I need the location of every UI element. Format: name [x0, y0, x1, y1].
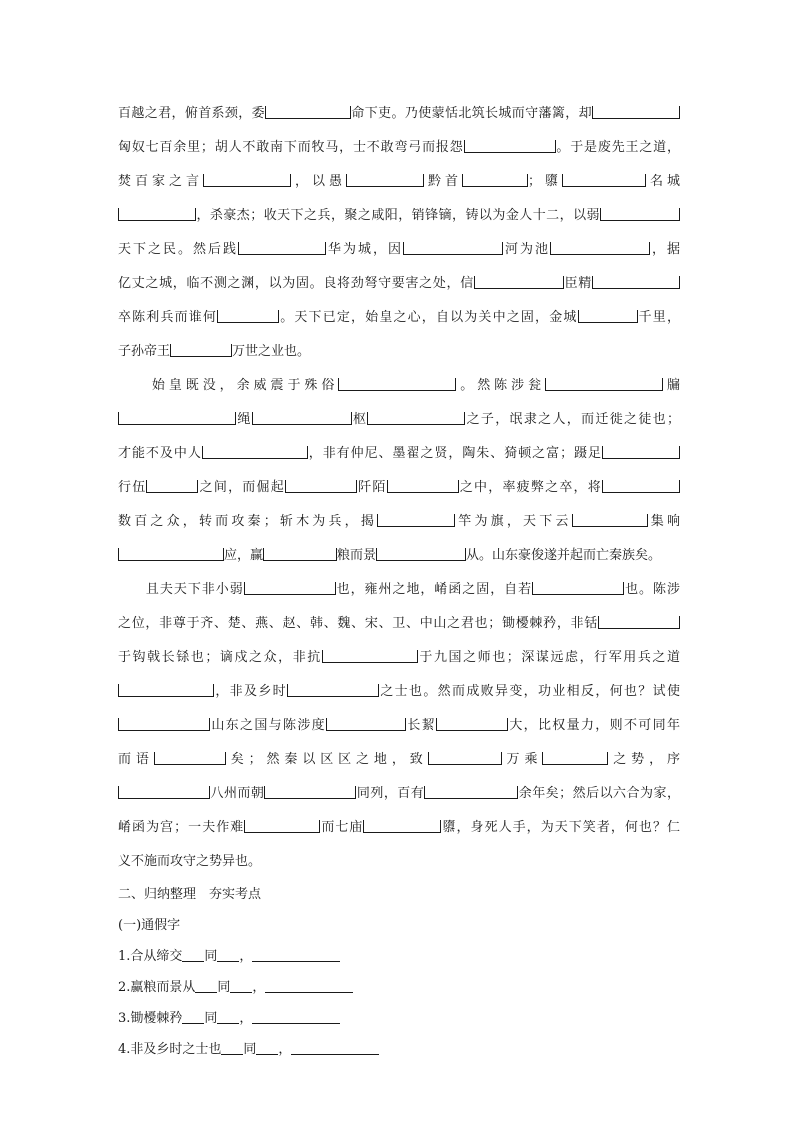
text-segment: 粮而景 — [337, 548, 377, 563]
fill-in-blank[interactable] — [428, 752, 502, 765]
fill-in-blank[interactable] — [118, 548, 224, 561]
text-segment: 百越之君，俯首系颈，委 — [118, 106, 266, 121]
text-line — [118, 641, 680, 675]
text-segment: 同列，百有 — [356, 786, 425, 801]
fill-in-blank[interactable] — [598, 616, 680, 629]
text-segment: 于九国之师也；深谋远虑，行军用兵之道 — [417, 650, 680, 665]
document-page — [118, 97, 680, 1065]
same-as-label: 同 — [243, 1042, 257, 1057]
text-segment: 华为城，因 — [325, 242, 403, 257]
text-line — [118, 335, 680, 369]
text-segment: 之势，序 — [608, 752, 680, 767]
text-segment: ，非及乡时 — [214, 684, 287, 699]
text-segment: 而七庙 — [320, 820, 364, 835]
text-segment: 子孙帝王 — [118, 344, 171, 359]
text-segment: 应，赢 — [224, 548, 264, 563]
text-segment: 亿丈之城，临不测之渊，以为固。良将劲弩守要害之处，信 — [118, 276, 474, 291]
text-segment: 且夫天下非小弱 — [118, 582, 244, 597]
exercise-prompt: 2.赢粮而景从 — [118, 980, 196, 995]
fill-in-blank[interactable] — [367, 412, 465, 425]
text-segment: 义不施而攻守之势异也。 — [118, 854, 262, 869]
fill-in-blank[interactable] — [602, 480, 680, 493]
text-segment: 名城 — [645, 174, 680, 189]
fill-in-blank[interactable] — [217, 310, 279, 323]
text-segment: 山东之国与陈涉度 — [210, 718, 326, 733]
text-segment: 之士也。然而成败异变，功业相反，何也？试使 — [379, 684, 680, 699]
fill-in-blank[interactable] — [572, 514, 648, 527]
text-segment: 河为池 — [502, 242, 550, 257]
text-segment: 也，雍州之地，崤函之固，自若 — [335, 582, 533, 597]
text-segment: 匈奴七百余里；胡人不敢南下而牧马，士不敢弯弓而报怨 — [118, 140, 464, 155]
same-as-label: 同 — [204, 949, 218, 964]
text-segment: 。天下已定，始皇之心，自以为关中之固，金城 — [279, 310, 578, 325]
text-line — [118, 97, 680, 131]
text-line — [118, 607, 680, 641]
fill-in-blank[interactable] — [376, 548, 466, 561]
text-segment: 之中，率疲弊之卒，将 — [458, 480, 602, 495]
answer-blank[interactable] — [182, 948, 204, 962]
text-segment: 长絜 — [405, 718, 436, 733]
text-segment: 千里， — [637, 310, 680, 325]
text-segment: 于钩戟长铩也；谪戍之众，非抗 — [118, 650, 322, 665]
text-line — [118, 301, 680, 335]
exercise-prompt: 4.非及乡时之士也 — [118, 1042, 222, 1057]
fill-in-blank[interactable] — [118, 718, 210, 731]
exercise-list — [118, 941, 680, 1065]
answer-blank[interactable] — [291, 1041, 379, 1055]
fill-in-blank[interactable] — [363, 820, 441, 833]
text-segment: 而语 — [118, 752, 154, 767]
review-section — [118, 879, 680, 1065]
text-segment: 从。山东豪俊遂并起而亡秦族矣。 — [466, 548, 662, 563]
text-line — [118, 403, 680, 437]
fill-in-blank[interactable] — [346, 174, 424, 187]
exercise-item — [118, 1003, 680, 1034]
comma: ， — [239, 1011, 253, 1026]
fill-in-blank[interactable] — [265, 106, 351, 119]
text-segment: 之位，非尊于齐、楚、燕、赵、韩、魏、宋、卫、中山之君也；锄櫌棘矜，非铦 — [118, 616, 598, 631]
text-segment: 余年矣；然后以六合为家， — [518, 786, 680, 801]
fill-in-blank[interactable] — [154, 752, 226, 765]
answer-blank[interactable] — [217, 1010, 239, 1024]
fill-in-blank[interactable] — [600, 208, 680, 221]
text-line — [118, 845, 680, 879]
text-segment: 始皇既没，余威震于殊俗 — [118, 378, 339, 393]
fill-in-blank[interactable] — [170, 344, 232, 357]
fill-in-blank[interactable] — [532, 582, 624, 595]
fill-in-blank[interactable] — [592, 106, 680, 119]
paragraph — [118, 97, 680, 369]
fill-in-blank[interactable] — [542, 752, 608, 765]
same-as-label: 同 — [217, 980, 231, 995]
exercise-prompt: 1.合从缔交 — [118, 949, 183, 964]
text-line — [118, 369, 680, 403]
fill-in-blank[interactable] — [474, 276, 564, 289]
text-segment: 之间，而倔起 — [198, 480, 285, 495]
text-line — [118, 539, 680, 573]
text-segment: 之子，氓隶之人，而迁徙之徒也； — [465, 412, 680, 427]
answer-blank[interactable] — [230, 979, 252, 993]
text-segment: 行伍 — [118, 480, 147, 495]
text-line — [118, 165, 680, 199]
text-segment: ，据 — [649, 242, 680, 257]
fill-in-blank[interactable] — [462, 174, 528, 187]
text-segment: 。然陈涉瓮 — [456, 378, 546, 393]
fill-in-blank[interactable] — [244, 582, 336, 595]
text-segment: 大，比权量力，则不可同年 — [507, 718, 680, 733]
text-segment: 集响 — [647, 514, 680, 529]
text-line — [118, 471, 680, 505]
text-segment: 枢 — [351, 412, 368, 427]
fill-in-blank[interactable] — [244, 820, 320, 833]
fill-in-blank[interactable] — [592, 276, 680, 289]
text-line — [118, 777, 680, 811]
text-line — [118, 199, 680, 233]
fill-in-blank[interactable] — [238, 242, 326, 255]
text-line — [118, 675, 680, 709]
fill-in-blank[interactable] — [377, 514, 455, 527]
text-segment: ，非有仲尼、墨翟之贤，陶朱、猗顿之富；蹑足 — [307, 446, 602, 461]
answer-blank[interactable] — [217, 948, 239, 962]
fill-in-blank[interactable] — [550, 242, 650, 255]
comma: ， — [252, 980, 266, 995]
fill-in-blank[interactable] — [387, 480, 459, 493]
text-line — [118, 267, 680, 301]
exercise-item — [118, 941, 680, 972]
section-heading: 二、归纳整理 夯实考点 — [118, 887, 262, 902]
paragraph — [118, 573, 680, 879]
text-segment: 万世之业也。 — [232, 344, 311, 359]
fill-in-blank[interactable] — [264, 786, 356, 799]
text-segment: 隳，身死人手，为天下笑者，何也？仁 — [441, 820, 680, 835]
exercise-prompt: 3.锄櫌棘矜 — [118, 1011, 183, 1026]
text-segment: 。于是废先王之道， — [555, 140, 680, 155]
comma: ， — [278, 1042, 292, 1057]
answer-blank[interactable] — [182, 1010, 204, 1024]
fill-in-blank[interactable] — [326, 718, 406, 731]
fill-in-blank[interactable] — [338, 378, 456, 391]
fill-in-blank[interactable] — [263, 548, 337, 561]
answer-blank[interactable] — [221, 1041, 243, 1055]
exercise-item — [118, 972, 680, 1003]
text-line — [118, 437, 680, 471]
text-segment: 八州而朝 — [210, 786, 265, 801]
text-segment: 牖 — [663, 378, 680, 393]
fill-in-blank[interactable] — [545, 378, 663, 391]
text-segment: 也。陈涉 — [624, 582, 680, 597]
text-line — [118, 573, 680, 607]
text-line — [118, 811, 680, 845]
fill-in-blank[interactable] — [118, 684, 214, 697]
text-segment: ，以愚 — [290, 174, 346, 189]
answer-blank[interactable] — [195, 979, 217, 993]
text-segment: 命下吏。乃使蒙恬北筑长城而守藩篱，却 — [351, 106, 592, 121]
text-segment: ；隳 — [527, 174, 562, 189]
fill-in-blank[interactable] — [252, 412, 352, 425]
fill-in-blank[interactable] — [146, 480, 198, 493]
text-segment: 焚百家之言 — [118, 174, 203, 189]
subsection-heading: (一)通假字 — [118, 918, 181, 933]
fill-in-blank[interactable] — [403, 242, 503, 255]
text-line — [118, 743, 680, 777]
fill-in-blank[interactable] — [562, 174, 646, 187]
answer-blank[interactable] — [265, 979, 353, 993]
text-segment: 竿为旗，天下云 — [455, 514, 572, 529]
text-segment: 数百之众，转而攻秦；斩木为兵，揭 — [118, 514, 378, 529]
fill-in-blank[interactable] — [285, 480, 357, 493]
text-segment: 卒陈利兵而谁何 — [118, 310, 218, 325]
fill-in-blank[interactable] — [118, 786, 210, 799]
fill-in-blank[interactable] — [322, 650, 418, 663]
fill-in-blank[interactable] — [436, 718, 508, 731]
text-segment: 万乘 — [501, 752, 543, 767]
text-segment: 绳 — [236, 412, 252, 427]
text-segment: 才能不及中人 — [118, 446, 202, 461]
text-segment: 天下之民。然后践 — [118, 242, 238, 257]
answer-blank[interactable] — [256, 1041, 278, 1055]
paragraph — [118, 369, 680, 573]
text-line — [118, 709, 680, 743]
answer-blank[interactable] — [252, 1010, 340, 1024]
fill-in-blank[interactable] — [203, 174, 291, 187]
text-segment: 矣；然秦以区区之地，致 — [225, 752, 428, 767]
text-line — [118, 233, 680, 267]
text-segment: 阡陌 — [356, 480, 387, 495]
fill-in-blank[interactable] — [287, 684, 379, 697]
text-segment: 臣精 — [563, 276, 592, 291]
same-as-label: 同 — [204, 1011, 218, 1026]
text-segment: ，杀豪杰；收天下之兵，聚之咸阳，销锋镝，铸以为金人十二，以弱 — [196, 208, 600, 223]
fill-in-blank[interactable] — [578, 310, 638, 323]
fill-in-blank[interactable] — [118, 208, 196, 221]
answer-blank[interactable] — [252, 948, 340, 962]
text-segment: 崤函为宫；一夫作难 — [118, 820, 245, 835]
comma: ， — [239, 949, 253, 964]
text-segment: 黔首 — [423, 174, 462, 189]
passage — [118, 97, 680, 879]
fill-in-blank[interactable] — [118, 412, 236, 425]
text-line — [118, 131, 680, 165]
fill-in-blank[interactable] — [602, 446, 680, 459]
fill-in-blank[interactable] — [202, 446, 308, 459]
fill-in-blank[interactable] — [464, 140, 556, 153]
text-line — [118, 505, 680, 539]
fill-in-blank[interactable] — [424, 786, 518, 799]
exercise-item — [118, 1034, 680, 1065]
